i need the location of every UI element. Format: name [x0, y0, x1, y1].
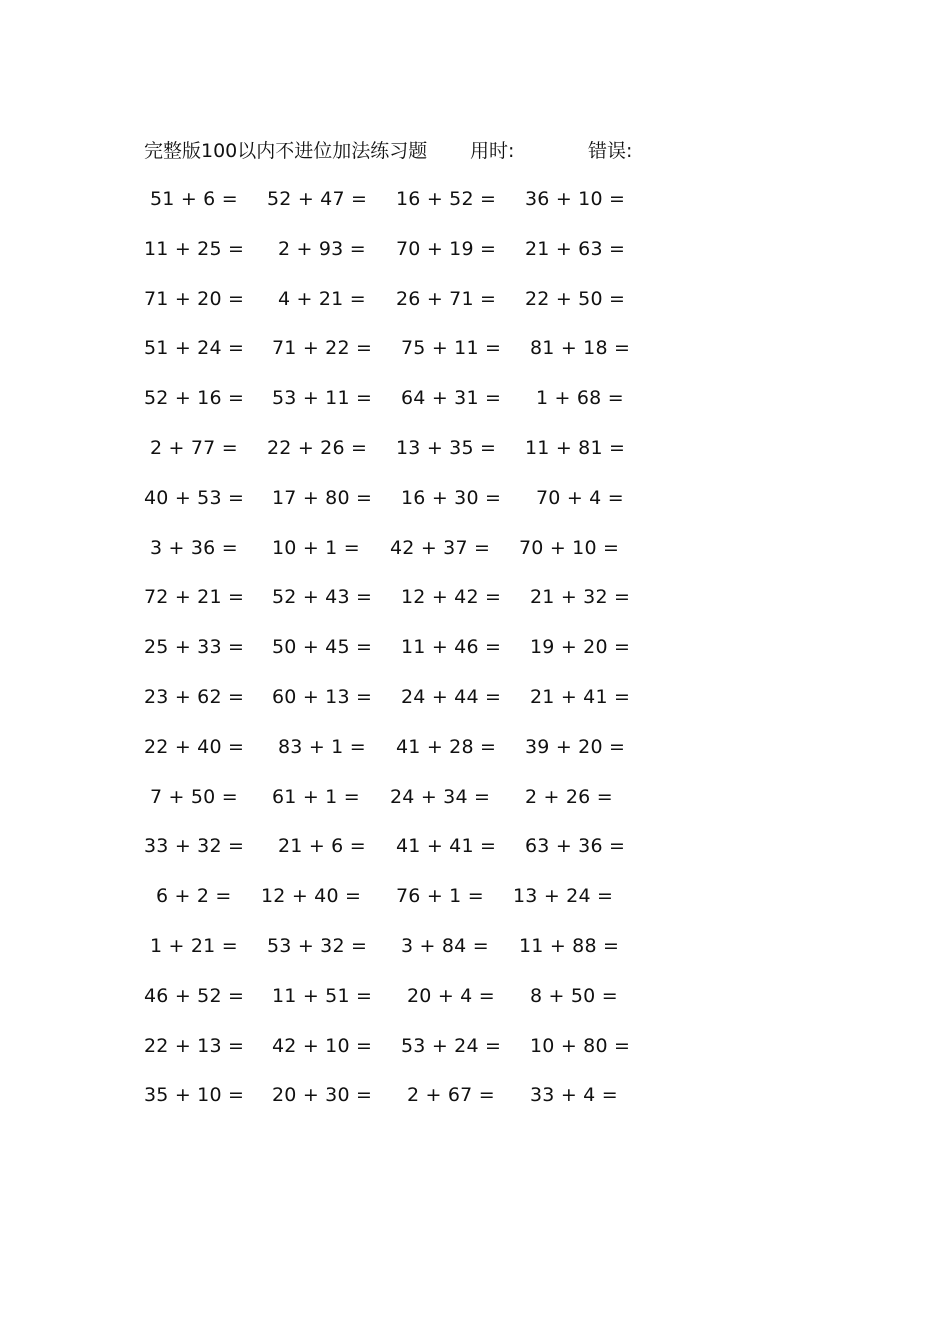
problem-row [0, 981, 950, 1031]
addition-problem: 63 + 36 = [525, 835, 626, 858]
addition-problem: 81 + 18 = [530, 337, 631, 360]
addition-problem: 21 + 41 = [530, 685, 631, 708]
addition-problem: 50 + 45 = [272, 636, 373, 659]
addition-problem: 26 + 71 = [396, 287, 497, 310]
addition-problem: 21 + 63 = [525, 237, 626, 260]
addition-problem: 12 + 40 = [261, 885, 362, 908]
problem-row [0, 284, 950, 334]
addition-problem: 61 + 1 = [272, 785, 360, 808]
addition-problem: 2 + 93 = [278, 237, 366, 260]
addition-problem: 22 + 26 = [267, 436, 368, 459]
addition-problem: 4 + 21 = [278, 287, 366, 310]
problem-row [0, 632, 950, 682]
addition-problem: 36 + 10 = [525, 188, 626, 210]
problem-row [0, 333, 950, 383]
addition-problem: 60 + 13 = [272, 685, 373, 708]
addition-problem: 52 + 43 = [272, 586, 373, 609]
addition-problem: 33 + 32 = [144, 835, 245, 858]
addition-problem: 22 + 13 = [144, 1034, 245, 1057]
addition-problem: 52 + 16 = [144, 387, 245, 410]
addition-problem: 41 + 28 = [396, 735, 497, 758]
addition-problem: 1 + 68 = [536, 387, 624, 410]
problem-row [0, 383, 950, 433]
addition-problem: 35 + 10 = [144, 1084, 245, 1107]
addition-problem: 1 + 21 = [150, 934, 238, 957]
addition-problem: 8 + 50 = [530, 984, 618, 1007]
addition-problem: 13 + 24 = [513, 885, 614, 908]
addition-problem: 72 + 21 = [144, 586, 245, 609]
addition-problem: 42 + 10 = [272, 1034, 373, 1057]
addition-problem: 71 + 22 = [272, 337, 373, 360]
addition-problem: 7 + 50 = [150, 785, 238, 808]
addition-problem: 22 + 50 = [525, 287, 626, 310]
problem-row [0, 533, 950, 583]
addition-problem: 21 + 6 = [278, 835, 366, 858]
addition-problem: 39 + 20 = [525, 735, 626, 758]
addition-problem: 16 + 30 = [401, 486, 502, 509]
problem-grid [0, 184, 950, 1130]
addition-problem: 53 + 24 = [401, 1034, 502, 1057]
addition-problem: 75 + 11 = [401, 337, 502, 360]
addition-problem: 11 + 81 = [525, 436, 626, 459]
addition-problem: 71 + 20 = [144, 287, 245, 310]
addition-problem: 19 + 20 = [530, 636, 631, 659]
time-label: 用时: [470, 140, 515, 162]
worksheet-title: 完整版100以内不进位加法练习题 [144, 140, 428, 162]
addition-problem: 42 + 37 = [390, 536, 491, 559]
addition-problem: 17 + 80 = [272, 486, 373, 509]
addition-problem: 33 + 4 = [530, 1084, 618, 1107]
addition-problem: 21 + 32 = [530, 586, 631, 609]
addition-problem: 2 + 67 = [407, 1084, 495, 1107]
addition-problem: 25 + 33 = [144, 636, 245, 659]
addition-problem: 11 + 46 = [401, 636, 502, 659]
addition-problem: 76 + 1 = [396, 885, 484, 908]
addition-problem: 13 + 35 = [396, 436, 497, 459]
addition-problem: 51 + 6 = [150, 188, 238, 210]
addition-problem: 53 + 11 = [272, 387, 373, 410]
problem-row [0, 1031, 950, 1081]
addition-problem: 53 + 32 = [267, 934, 368, 957]
problem-row [0, 732, 950, 782]
addition-problem: 70 + 10 = [519, 536, 620, 559]
addition-problem: 70 + 19 = [396, 237, 497, 260]
problem-row [0, 483, 950, 533]
addition-problem: 11 + 88 = [519, 934, 620, 957]
addition-problem: 41 + 41 = [396, 835, 497, 858]
addition-problem: 24 + 44 = [401, 685, 502, 708]
addition-problem: 83 + 1 = [278, 735, 366, 758]
addition-problem: 11 + 25 = [144, 237, 245, 260]
addition-problem: 16 + 52 = [396, 188, 497, 210]
addition-problem: 70 + 4 = [536, 486, 624, 509]
problem-row [0, 234, 950, 284]
addition-problem: 3 + 36 = [150, 536, 238, 559]
problem-row [0, 782, 950, 832]
problem-row [0, 1080, 950, 1130]
addition-problem: 20 + 4 = [407, 984, 495, 1007]
problem-row [0, 582, 950, 632]
problem-row [0, 433, 950, 483]
addition-problem: 10 + 1 = [272, 536, 360, 559]
problem-row [0, 931, 950, 981]
addition-problem: 51 + 24 = [144, 337, 245, 360]
addition-problem: 20 + 30 = [272, 1084, 373, 1107]
addition-problem: 52 + 47 = [267, 188, 368, 210]
addition-problem: 23 + 62 = [144, 685, 245, 708]
worksheet-header [0, 136, 950, 166]
addition-problem: 2 + 26 = [525, 785, 613, 808]
addition-problem: 10 + 80 = [530, 1034, 631, 1057]
problem-row [0, 831, 950, 881]
addition-problem: 12 + 42 = [401, 586, 502, 609]
addition-problem: 11 + 51 = [272, 984, 373, 1007]
addition-problem: 64 + 31 = [401, 387, 502, 410]
addition-problem: 40 + 53 = [144, 486, 245, 509]
addition-problem: 3 + 84 = [401, 934, 489, 957]
problem-row [0, 881, 950, 931]
error-label: 错误: [588, 140, 633, 162]
addition-problem: 46 + 52 = [144, 984, 245, 1007]
addition-problem: 2 + 77 = [150, 436, 238, 459]
addition-problem: 6 + 2 = [156, 885, 232, 908]
problem-row [0, 682, 950, 732]
addition-problem: 22 + 40 = [144, 735, 245, 758]
addition-problem: 24 + 34 = [390, 785, 491, 808]
problem-row [0, 184, 950, 234]
